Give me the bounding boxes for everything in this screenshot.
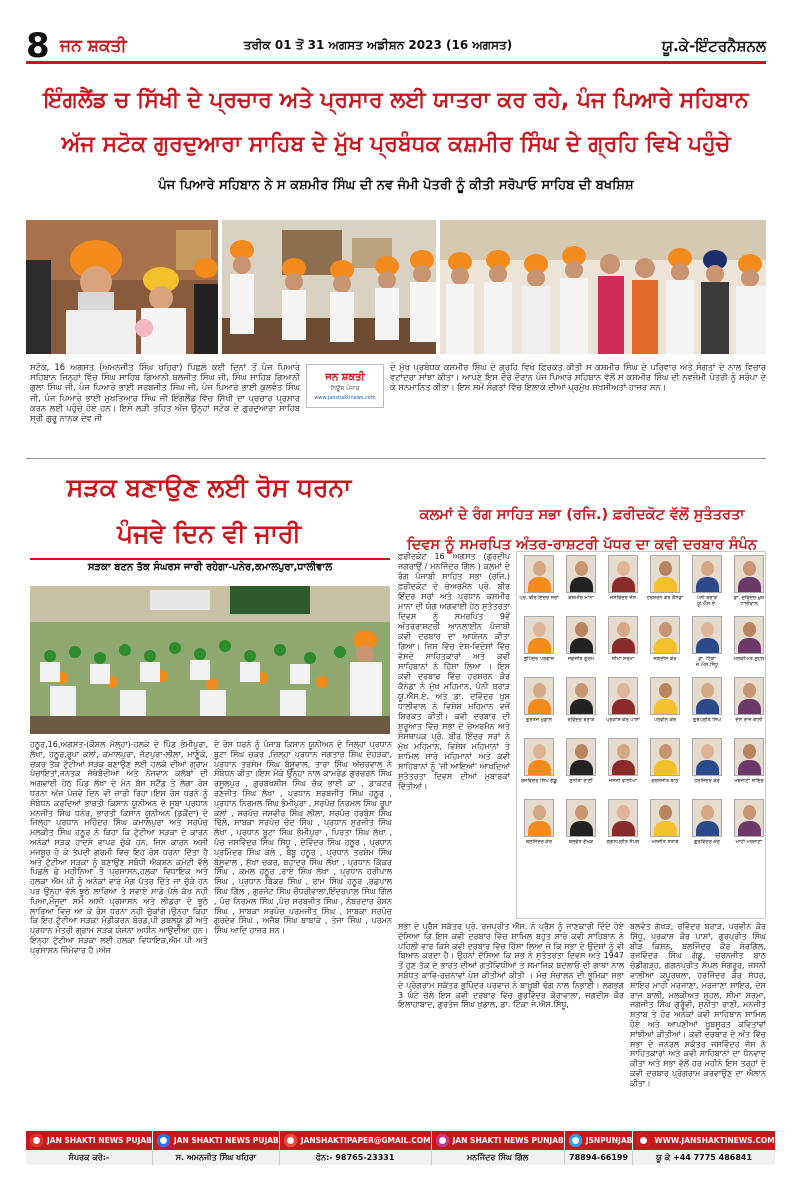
footer-social-text: JAN SHAKTI NEWS PUJAB [47,1136,152,1145]
instagram-icon [436,1134,449,1147]
photo-sangat-group [440,220,766,354]
main-headline [26,84,766,162]
poet-name: ਰਜਵਿੰਦਰ ਸਿੰਘ ਗੱਡੂ [520,778,558,784]
story3-body-col2: ਬਲਵੰਤ ਗੱਖੜ, ਰਵਿੰਦਰ ਬਰਾੜ, ਪਰਵੀਨ ਕੌਰ ਸਿੱਧੂ, ਪ੍ਰਕਾਸ਼ ਕੌਰ ਪਾਸ਼ਾਂ, ਗੁਰਪ੍ਰੀਤ ਸਿੰਘ ਬੀੜ ਕਿਸ਼ਨ, ਬਲਜਿੰਦਰ ਕੌਰ ਸ਼ੇਰਗਿੱਲ, ਰਜਵਿੰਦਰ ਸਿੰਘ ਗੱਡੂ, ਚਰਨਜੀਤ ਬਾਠ ਚੰਡੀਗੜ੍ਹ, ਗਗਨਪ੍ਰੀਤ ਸੱਪਲ ਸੰਗਰੂਰ, ਜਸਨੀ ਵਾਲੀਆ ਕਪੂਰਥਲਾ, ਹਰਜਿੰਦਰ ਕੌਰ ਸੱਧਰ, ਸ਼ਾਇਰ ਮਾਹੀ ਮਰਜਾਣਾ, ਮਰਜਾਣਾ ਸ਼ਾਇਰ, ਦੇਸ ਰਾਜ ਬਾਲੀ, ਮਲਕੀਅਤ ਸੁਹਲ, ਸੀਮਾ ਸ਼ਰਮਾ, ਜਗਜੀਤ ਸਿੰਘ ਗੁਰੂੰਵੀ, ਸੁਨੀਤਾ ਰਾਣੀ, ਮਨਜੀਤ ਸ਼ਤਾਬ ਤੇ ਹੋਰ ਅਨੇਕਾਂ ਕਵੀ ਸਾਹਿਬਾਨ ਸ਼ਾਮਿਲ ਹੋਏ ਅਤੇ ਆਪਣੀਆਂ ਖ਼ੂਬਸੂਰਤ ਕਵਿਤਾਵਾਂ ਸਾਂਝੀਆਂ ਕੀਤੀਆਂ। ਕਵੀ ਦਰਬਾਰ ਦੇ ਅੰਤ ਵਿੱਚ ਸਭਾ ਦੇ ਜਨਰਲ ਸਕੱਤਰ ਜਸਵਿੰਦਰ ਜੱਸ ਨੇ ਸਾਹਿਤਕਾਰਾਂ ਅਤੇ ਕਵੀ ਸਾਹਿਬਾਨਾਂ ਦਾ ਧੰਨਵਾਦ ਕੀਤਾ ਅਤੇ ਸਭਾ ਵੱਲੋਂ ਹਰ ਮਹੀਨੇ ਇਸ ਤਰ੍ਹਾਂ ਦੇ ਕਵੀ ਦਰਬਾਰ ਪ੍ਰੋਗਰਾਮ ਕਰਵਾਉਣ ਦਾ ਐਲਾਨ ਕੀਤਾ। [630,922,766,1088]
photo-panj-pyare-seated [222,220,436,354]
poets-photo-grid [516,551,766,919]
footer-contact-text: ਯੂ ਕੇ +44 7775 486841 [633,1150,774,1165]
footer-social-text: JSNPUNJAB [585,1136,633,1145]
footer-contact-item[interactable] [26,1131,153,1165]
poet-name: ਬਲਜਿੰਦਰ ਕੌਰ [526,839,552,845]
poet-card [561,555,601,616]
poet-photo [524,677,554,715]
poet-name: ਡਾ. ਦਵਿੰਦਰ ਖ਼ੁਸ਼ ਧਾਲੀਵਾਲ [733,595,765,607]
footer-social-text: WWW.JANSHAKTINEWS.COM [654,1136,775,1145]
footer-contact-text: ਮਨਜਿੰਦਰ ਸਿੰਘ ਗਿੱਲ [432,1150,565,1165]
story3-headline [396,502,768,558]
poet-name: ਰਵਿੰਦਰ ਬਰਾੜ [567,717,595,723]
poet-name: ਜਗਦੀਸ਼ ਕੌਰ [653,656,677,662]
poet-card [603,677,643,738]
footer-social-label [280,1131,432,1150]
poet-photo [608,677,638,715]
ad-logo-title: ਜਨ ਸ਼ਕਤੀ [325,371,365,383]
poet-card [603,799,643,860]
main-subhead: ਪੰਜ ਪਿਆਰੇ ਸਹਿਬਾਨ ਨੇ ਸ ਕਸ਼ਮੀਰ ਸਿੰਘ ਦੀ ਨਵ ਜੰਮੀ ਪੋਤਰੀ ਨੂੰ ਕੀਤੀ ਸਰੋਪਾਓ ਸਾਹਿਬ ਦੀ ਬਖਸ਼ਿਸ਼ [158,178,634,193]
section-name: ਯੂ.ਕੇ-ਇੰਟਰਨੈਸ਼ਨਲ [662,36,766,55]
poet-name: ਪ੍ਰੋ. ਬੀਰ ਇੰਦਰ ਸਰਾਂ [519,595,559,601]
poet-photo [692,738,722,776]
email-icon [284,1134,297,1147]
poet-photo [650,677,680,715]
poet-name: ਗਗਨਪ੍ਰੀਤ ਸੱਪਲ [606,839,640,845]
poet-photo [650,555,680,593]
story2-headline-line-1: ਸੜਕ ਬਣਾਉਣ ਲਈ ਰੋਸ ਧਰਨਾ [66,473,352,502]
poet-photo [524,616,554,654]
footer-social-label [565,1131,634,1150]
poet-name: ਪਰਵੀਨ ਕੌਰ [653,717,677,723]
ad-logo-subtitle: ਨਿਊਜ਼ ਪੰਜਾਬ [330,384,360,392]
poet-photo [650,799,680,837]
poet-card [561,616,601,677]
poet-name: ਹਰਸ਼ਰਨ ਕੌਰ ਕੈਨੇਡਾ [646,595,684,601]
poet-name: ਦੇਸ ਰਾਜ ਬਾਲੀ [735,717,763,723]
poet-card [519,738,559,799]
footer-social-label [153,1131,280,1150]
poet-name: ਜਗਜੀਤ ਗੁਰਮ [567,656,595,662]
photo-elder-with-baby [26,220,218,354]
youtube-icon [30,1134,43,1147]
logo-text: ਜਨ ਸ਼ਕਤੀ [60,35,127,56]
poet-card [729,555,769,616]
poet-name: ਗੁਰਤੇਜ ਖੁਡਾਲ [526,717,552,723]
footer-social-label [633,1131,774,1150]
story2-body-col2: ਦੇ ਰੋਸ ਧਰਨੇ ਨੂੰ ਪੰਜਾਬ ਕਿਸਾਨ ਯੂਨੀਅਨ ਦੇ ਜਿਲ੍ਹਾ ਪ੍ਰਧਾਨ ਬੂਟਾ ਸਿੰਘ ਚਕਰ ,ਜਿਲ੍ਹਾ ਪ੍ਰਧਾਨ ਜਗਤਾਰ ਸਿੰਘ ਦੇਹੜਕਾ, ਪ੍ਰਧਾਨ ਤਰਸੇਮ ਸਿੰਘ ਬੱਸੂਵਾਲ, ਤਾਰਾ ਸਿੰਘ ਅੱਚਰਵਾਲ ਨੇ ਸੰਬੋਧਨ ਕੀਤਾ।ਇਸ ਮੌਕੇ ਉਨ੍ਹਾ ਨਾਲ ਕਾਮਰੇਡ ਗੁਰਚਰਨ ਸਿੰਘ ਰਸੂਲਪੁਰ , ਗੁਰਬਖਸ਼ੀਸ ਸਿੰਘ ਚੱਕ ਭਾਈ ਕਾ , ਡਾਕਟਰ ਰਣਜੀਤ ਸਿੰਘ ਲੱਖਾ , ਪ੍ਰਧਾਨ ਸਰਬਜੀਤ ਸਿੰਘ ਹਠੂਰ , ਪ੍ਰਧਾਨ ਨਿਰਮਲ ਸਿੰਘ ਭੰਮੀਪੁਰਾ , ਸਰਪੰਚ ਨਿਰਮਲ ਸਿੰਘ ਰੂਪਾ ਕਲਾਂ , ਸਰਪੰਚ ਜਸਵੀਰ ਸਿੰਘ ਲੀਲਾ, ਸਰਪੰਚ ਹਰਬੰਸ ਸਿੰਘ ਢਿੱਲੋ, ਸਾਬਕਾ ਸਰਪੰਚ ਚੰਦ ਸਿੰਘ , ਪ੍ਰਧਾਨ ਸੁਰਜੀਤ ਸਿੰਘ ਲੱਖਾ , ਪ੍ਰਧਾਨ ਬੂਟਾ ਸਿੰਘ ਭੰਮੀਪੁਰਾ , ਪਿਰਤਾ ਸਿੰਘ ਲੱਖਾ , ਪੰਚ ਜਸਵਿੰਦਰ ਸਿੰਘ ਸਿੱਧੂ , ਦੇਵਿੰਦਰ ਸਿੰਘ ਹਠੂਰ , ਪ੍ਰਧਾਨ ਪ੍ਰਮਿੰਦਰ ਸਿੰਘ ਕਲੇ , ਬੱਬੂ ਹਠੂਰ , ਪ੍ਰਧਾਨ ਤਰਸੇਮ ਸਿੰਘ ਬੱਸੂਵਾਲ , ਸੁੱਖਾ ਚਕਰ, ਬਹਾਦਰ ਸਿੰਘ ਲੱਖਾ , ਪ੍ਰਧਾਨ ਕਿੱਕਰ ਸਿੰਘ , ਕਮਲ ਹਠੂਰ ,ਰਾਏ ਸਿੰਘ ਲੱਖਾ , ਪ੍ਰਧਾਨ ਹਰੀਪਾਲ ਸਿੰਘ , ਪ੍ਰਧਾਨ ਬਿੱਕਰ ਸਿੰਘ , ਰਾਮ ਸਿੰਘ ਹਠੂਰ ,ਰਛਪਾਲ ਸਿੰਘ ਗਿੱਲ , ਗੁਰਜੰਟ ਸਿੰਘ ਚੌਧਰੀਵਾਲਾ,ਇੰਦਰਪਾਲ ਸਿੰਘ ਗਿੱਲ , ਪੰਚ ਨਿਰਮਲ ਸਿੰਘ ,ਪੰਚ ਸਰਬਜੀਤ ਸਿੰਘ , ਨੰਬਰਦਾਰ ਰੋਸ਼ਨ ਸਿੰਘ , ਸਾਬਕਾ ਸਰਪੰਚ ਪਰਮਜੀਤ ਸਿੰਘ , ਸਾਬਕਾ ਸਰਪੰਚ ਗੁਰਦੇਵ ਸਿੰਘ , ਅਜੈਬ ਸਿੰਘ ਬਾਬਾਕੇ , ਤੇਜਾ ਸਿੰਘ , ਪਰਮਨ ਸਿੰਘ ਆਦਿ ਹਾਜ਼ਰ ਸਨ। [214,740,392,936]
poet-photo [734,738,764,776]
poet-photo [608,738,638,776]
poet-name: ਜਸਵਿੰਦਰ ਜੱਸ [610,595,636,601]
poet-card [687,616,727,677]
poet-card [561,799,601,860]
poet-card [687,555,727,616]
story3-body-col1-cont: ਸਭਾ ਦੇ ਪ੍ਰੈੱਸ ਸਕੱਤਰ ਪ੍ਰੋ. ਰਜਪ੍ਰੀਤ ਐੱਸ. ਨੇ ਪ੍ਰੈਸ ਨੂੰ ਜਾਣਕਾਰੀ ਦਿੰਦੇ ਹੋਏ ਦੱਸਿਆ ਕਿ ਇਸ ਕਵੀ ਦਰਬਾਰ ਵਿੱਚ ਸ਼ਾਮਿਲ ਬਹੁਤ ਸਾਰੇ ਕਵੀ ਸਾਹਿਬਾਨ ਨੇ ਪਹਿਲੀ ਵਾਰ ਕਿਸੇ ਕਵੀ ਦਰਬਾਰ ਵਿੱਚ ਹਿੱਸਾ ਲਿਆ ਜੋ ਕਿ ਸਭਾ ਦੇ ਉਦੇਸ਼ਾਂ ਨੂੰ ਵੀ ਬਿਆਨ ਕਰਦਾ ਹੈ। ਉਹਨਾਂ ਦੱਸਿਆ ਕਿ ਸਭ ਨੇ ਸੁਤੰਤਰਤਾ ਦਿਵਸ ਅਤੇ 1947 ਤੋਂ ਹੁਣ ਤੱਕ ਦੇ ਭਾਰਤ ਦੀਆਂ ਗਤੀਵਿਧੀਆਂ ਤੇ ਸਮਾਜਿਕ ਬਦਲਾਓ ਦੀ ਗਾਥਾ ਨਾਲ ਸਬੰਧਤ ਕਾਵਿ-ਰਚਨਾਵਾਂ ਪੇਸ਼ ਕੀਤੀਆਂ ਕੀਤੀ । ਮੰਚ ਸੰਚਾਲਨ ਦੀ ਭੂਮਿਕਾ ਸਭਾ ਦੇ ਪ੍ਰੋਗਰਾਮ ਸਕੱਤਰ ਭੁਪਿੰਦਰ ਪਰਵਾਜ਼ ਨੇ ਬਾਖ਼ੂਬੀ ਢੰਗ ਨਾਲ ਨਿਭਾਈ। ਲਗਭਗ 3 ਘੰਟੇ ਚੱਲੇ ਇਸ ਕਵੀ ਦਰਬਾਰ ਵਿੱਚ ਗੁਰਵਿੰਦਰ ਕੌਰਾਵਾਲਾ, ਜਗਦੀਸ਼ ਕੌਰ ਇਲਾਹਾਬਾਦ, ਗੁਰਤੇਜ ਸਿੰਘ ਖੁਡਾਲ, ਡਾ. ਟਿੰਕਾ ਜੇ.ਐਸ.ਸਿੱਧੂ, [398,922,624,1010]
poet-photo [524,799,554,837]
newspaper-logo [60,36,160,56]
facebook-icon [157,1134,170,1147]
footer-contact-text: 78894-66199 [565,1150,634,1165]
poet-name: ਗੁਰਵਿੰਦਰ ਕੌਰ [694,839,720,845]
masthead [26,25,766,66]
poet-card [729,738,769,799]
poet-card [729,616,769,677]
poet-card [645,677,685,738]
footer-social-label [26,1131,153,1150]
poet-photo [566,738,596,776]
poet-card [729,799,769,860]
poet-photo [650,616,680,654]
poet-photo [734,677,764,715]
poet-photo [608,799,638,837]
poet-photo [650,738,680,776]
poet-card [519,616,559,677]
poet-card [603,555,643,616]
footer-social-text: JAN SHAKTI NEWS PUJAB [173,1136,279,1145]
poet-card [645,555,685,616]
poet-card [603,738,643,799]
poet-name: ਮਲਕੀਅਤ ਸੁਹਲ [733,656,765,662]
poet-photo [566,616,596,654]
story2-headline-line-2: ਪੰਜਵੇ ਦਿਨ ਵੀ ਜਾਰੀ [116,519,302,548]
headline-line-2: ਅੱਜ ਸਟੋਕ ਗੁਰਦੁਆਰਾ ਸਾਹਿਬ ਦੇ ਮੁੱਖ ਪ੍ਰਬੰਧਕ ਕਸ਼ਮੀਰ ਸਿੰਘ ਦੇ ਗ੍ਰਹਿ ਵਿਖੇ ਪਹੁੰਚੇ [61,132,731,157]
poet-card [645,616,685,677]
poet-photo [524,555,554,593]
poet-name: ਮਨਜੀਤ ਸ਼ਤਾਬ [651,839,679,845]
footer-contact-text: ਸ. ਅਮਨਜੀਤ ਸਿੰਘ ਖਹਿਰਾ [153,1150,280,1165]
poet-card [519,555,559,616]
poet-photo [692,555,722,593]
section-divider [26,458,766,459]
footer-contact-text: ਸੰਪਰਕ ਕਰੋ:- [26,1150,153,1165]
poet-name: ਸੀਮਾ ਸ਼ਰਮਾ [611,656,635,662]
story3-headline-line-1: ਕਲਮਾਂ ਦੇ ਰੰਗ ਸਾਹਿਤ ਸਭਾ (ਰਜਿ.) ਫ਼ਰੀਦਕੋਟ ਵੱਲੋਂ ਸੁਤੰਤਰਤਾ [419,507,745,523]
photo-protest-dharna [30,586,390,734]
footer-contact-item[interactable] [153,1131,280,1165]
poet-name: ਬਲਵੰਤ ਗੱਖੜ [568,839,594,845]
story1-body-left: ਸਟੋਕ, 16 ਅਗਸਤ (ਅਮਨਜੀਤ ਸਿੰਘ ਖਹਿਰਾ) ਪਿਛਲੇ ਕਈ ਦਿਨਾਂ ਤੋਂ ਪੰਜ ਪਿਆਰੇ ਸਹਿਬਾਨ ਜਿਨ੍ਹਾਂ ਵਿੱਚ ਸਿੰਘ ਸਾਹਿਬ ਗਿਆਨੀ ਬਲਜੀਤ ਸਿੰਘ ਜੀ, ਸਿੰਘ ਸਾਹਿਬ ਗਿਆਨੀ ਗੁਲਾ ਸਿੰਘ ਜੀ, ਪੰਜ ਪਿਆਰੇ ਭਾਈ ਸਰਬਜੀਤ ਸਿੰਘ ਜੀ, ਪੰਜ ਪਿਆਰੇ ਭਾਈ ਕੁਲਵੰਤ ਸਿੰਘ ਜੀ, ਪੰਜ ਪਿਆਰੇ ਭਾਈ ਮੁਖਤਿਆਰ ਸਿੰਘ ਜੀ ਇੰਗਲੈਂਡ ਵਿੱਚ ਸਿੱਖੀ ਦਾ ਪ੍ਰਚਾਰ ਪ੍ਰਸਾਰ ਕਰਨ ਲਈ ਪਹੁੰਚੇ ਹੋਏ ਹਨ। ਇਸੇ ਲੜੀ ਤਹਿਤ ਅੱਜ ਉਨ੍ਹਾਂ ਸਟੋਕ ਦੇ ਗੁਰਦੁਆਰਾ ਸਾਹਿਬ ਸ੍ਰੀ ਗੁਰੂ ਨਾਨਕ ਦੇਵ ਜੀ [30,362,300,424]
poet-photo [608,616,638,654]
poet-name: ਕਸ਼ਮੀਰ ਮਾਨਾ [568,595,594,601]
website-icon [637,1134,650,1147]
headline-line-1: ਇੰਗਲੈਂਡ ਚ ਸਿੱਖੀ ਦੇ ਪ੍ਰਚਾਰ ਅਤੇ ਪ੍ਰਸਾਰ ਲਈ ਯਾਤਰਾ ਕਰ ਰਹੇ, ਪੰਜ ਪਿਆਰੇ ਸਹਿਬਾਨ [43,88,749,113]
poet-photo [734,799,764,837]
poet-photo [608,555,638,593]
footer-social-text: JAN SHAKTI NEWS PUNJAB [452,1136,564,1145]
footer-contact-item[interactable] [565,1131,634,1165]
poet-name: ਸੁਨੀਤਾ ਰਾਣੀ [569,778,593,784]
poet-photo [566,677,596,715]
poet-card [729,677,769,738]
poet-photo [692,616,722,654]
poet-name: ਚਰਨਜੀਤ ਬਾਠ [651,778,679,784]
poet-card [561,677,601,738]
ad-logo-url: www.janshaktinews.com [314,394,376,401]
page-number: 8 [26,25,50,66]
story2-body-col1: ਹਠੂਰ,16,ਅਗਸਤ-(ਕੌਸ਼ਲ ਮੱਲ੍ਹਾ)-ਹਲਕੇ ਦੇ ਪਿੰਡ ਭੰਮੀਪੁਰਾ, ਲੱਖਾ, ਹਠੂਰ,ਰੂਪਾ ਕਲਾਂ, ਕਮਾਲਪੁਰਾ, ਜੱਟਪੁਰਾ-ਲੀਲਾ, ਮਾਣੂੰਕੇ, ਚਕਰ ਤੱਕ ਟੁੱਟੀਆਂ ਸੜਕ ਬਣਾਉਣ ਲਈ ਹਲਕੇ ਦੀਆਂ ਗ੍ਰਾਮ ਪੰਚਾਇਤਾਂ,ਜਨਤਕ ਜੱਥੇਬੰਦੀਆਂ ਅਤੇ ਨੌਜਵਾਨ ਕਲੱਬਾਂ ਦੀ ਅਗਵਾਈ ਹੇਠ ਪਿੰਡ ਲੱਖਾ ਦੇ ਮੇਨ ਬੱਸ ਸਟੈਂਡ ਤੇ ਲੱਗਾ ਰੋਸ ਧਰਨਾ ਅੱਜ ਪੰਜਵੇ ਦਿਨ ਵੀ ਜਾਰੀ ਰਿਹਾ।ਇਸ ਰੋਸ ਧਰਨੇ ਨੂੰ ਸੰਬੋਧਨ ਕਰਦਿਆਂ ਭਾਰਤੀ ਕਿਸਾਨ ਯੂਨੀਅਨ ਦੇ ਸੂਬਾ ਪ੍ਰਧਾਨ ਮਨਜੀਤ ਸਿੰਘ ਧਨੇਰ, ਭਾਰਤੀ ਕਿਸਾਨ ਯੂਨੀਅਨ (ਡਕੌਂਦਾ) ਦੇ ਜਿਲ੍ਹਾ ਪ੍ਰਧਾਨ ਮਹਿੰਦਰ ਸਿੰਘ ਕਮਾਲਪੁਰਾ ਅਤੇ ਸਰਪੰਚ ਮਲਕੀਤ ਸਿੰਘ ਹਠੂਰ ਨੇ ਕਿਹਾ ਕਿ ਟੁੱਟੀਆ ਸੜਕਾ ਦੇ ਕਾਰਨ ਅਨੇਕਾਂ ਸੜਕ ਹਾਦਸੇ ਵਾਪਰ ਚੁੱਕੇ ਹਨ, ਜਿਸ ਕਾਰਨ ਅਸੀ ਮਜਬੂਰ ਹੋ ਕੇ ਤੱਪਦੀ ਗਰਮੀ ਵਿਚ ਇਹ ਰੋਸ ਧਰਨਾ ਦਿੱਤਾ ਹੈ ਅਤੇ ਟੁੱਟੀਆ ਸੜਕਾ ਨੂੰ ਬਣਾਉਣ ਸਬੰਧੀ ਐਕਸ਼ਨ ਕਮੇਟੀ ਵੱਲੋ ਪਿਛਲੇ ਛੇ ਮਹੀਨਿਆ ਤੋ ਪ੍ਰਸਾਸਨ,ਹਲਕਾ ਵਿਧਾਇਕ ਅਤੇ ਹਲਕਾ ਐਮ ਪੀ ਨੂੰ ਅਨੇਕਾਂ ਵਾਰ ਮੰਗ ਪੱਤਰ ਦਿੱਤੇ ਜਾ ਚੁੱਕੇ ਹਨ ਪਰ ਉਨ੍ਹਾ ਵੱਲੋ ਝੂਠੇ ਲਾਰਿਆ ਤੋ ਸਵਾਏ ਸਾਡੇ ਪੱਲੇ ਕੱਖ ਨਹੀ ਪਿਆ,ਮੌਜੂਦਾ ਸਮੇਂ ਅਸੀ ਪ੍ਰਸਾਸਨ ਅਤੇ ਲੀਡਰਾ ਦੇ ਝੂਠੇ ਲਾਰਿਆ ਵਿਚ ਆ ਕੇ ਰੋਸ ਧਰਨਾ ਨਹੀ ਚੁੱਕਾਂਗੇ।ਉਨ੍ਹਾ ਕਿਹਾ ਕਿ ਇਹ ਟੁੱਟੀਆ ਸੜਕਾ ਮੰਡੀਕਰਨ ਬੋਰਡ,ਪੀ ਡਬਲਯੂ ਡੀ ਅਤੇ ਪ੍ਰਧਾਨ ਮੰਤਰੀ ਗ੍ਰਾਮ ਸੜਕ ਯੋਜਨਾ ਅਧੀਨ ਆਉਦੀਆ ਹਨ।ਇਨ੍ਹਾ ਟੁੱਟੀਆ ਸੜਕਾ ਲਈ ਹਲਕਾ ਵਿਧਾਇਕ,ਐਮ ਪੀ ਅਤੇ ਪ੍ਰਸਾਸਨ ਜਿੰਮੇਵਾਰ ਹੈ।ਅੱਜ [30,740,208,955]
footer-contact-item[interactable] [633,1131,774,1165]
poet-card [645,738,685,799]
poet-name: ਹਰਜਿੰਦਰ ਕੌਰ [694,778,720,784]
poet-card [687,799,727,860]
footer-contact-item[interactable] [432,1131,565,1165]
poet-photo [566,555,596,593]
poet-card [519,799,559,860]
footer-contact-item[interactable] [280,1131,432,1165]
poet-card [645,799,685,860]
jan-shakti-ad-logo [306,364,384,408]
footer-contact-text: ਫੋਨ:- 98765-23331 [280,1150,432,1165]
poet-name: ਪੰਨੀ ਬਰਾੜ ਯੂ.ਐੱਸ.ਏ. [696,595,718,607]
dateline: ਤਰੀਕ 01 ਤੋਂ 31 ਅਗਸਤ ਅਡੀਸ਼ਨ 2023 (16 ਅਗਸਤ) [243,38,513,52]
story3-headline-line-2: ਦਿਵਸ ਨੂੰ ਸਮਰਪਿਤ ਅੰਤਰ-ਰਾਸ਼ਟਰੀ ਪੱਧਰ ਦਾ ਕਵੀ ਦਰਬਾਰ ਸੰਪੰਨ [407,537,757,553]
story2-subhead: ਸੜਕਾ ਬਣਨ ਤੱਕ ਸੰਘਰਸ ਜਾਰੀ ਰਹੇਗਾ-ਪਨੇਰ,ਕਮਾਲਪੁਰਾ,ਧਾਲੀਵਾਲ [30,558,390,573]
poet-card [561,738,601,799]
twitter-icon [569,1134,582,1147]
poet-name: ਜਸਨੀ ਵਾਲੀਆ [609,778,637,784]
poet-name: ਪ੍ਰਕਾਸ਼ ਕੌਰ ਪਾਸ਼ਾਂ [606,717,640,723]
poet-photo [692,799,722,837]
story2-headline [34,468,384,554]
poet-name: ਗੁਰਪ੍ਰੀਤ ਸਿੰਘ [693,717,721,723]
footer-contact-bar [26,1131,775,1165]
poet-name: ਮਾਹੀ ਮਰਜਾਣਾ [735,839,763,845]
poet-name: ਭੁਪਿੰਦਰ ਪਰਵਾਜ਼ [523,656,555,662]
poet-name: ਮਰਜਾਣਾ ਸ਼ਾਇਰ [734,778,764,784]
poet-photo [566,799,596,837]
story3-body-col1: ਫ਼ਰੀਦਕੋਟ 16 ਅਗਸਤ (ਗੁਰਦੀਪ ਜਗਰਾਉਂ / ਮਨਜਿੰਦਰ ਗਿੱਲ ) ਕਲਮਾਂ ਦੇ ਰੰਗ ਪੰਜਾਬੀ ਸਾਹਿਤ ਸਭਾ (ਰਜਿ.) ਫ਼ਰੀਦਕੋਟ ਦੇ ਚੇਅਰਮੈਨ ਪ੍ਰੋ. ਬੀਰ ਇੰਦਰ ਸਰਾਂ ਅਤੇ ਪ੍ਰਧਾਨ ਕਸ਼ਮੀਰ ਮਾਨਾ ਦੀ ਯੋਗ ਅਗਵਾਈ ਹੇਠ ਸੁਤੰਤਰਤਾ ਦਿਵਸ ਨੂੰ ਸਮਰਪਿਤ 9ਵੇਂ ਅੰਤਰਰਾਸ਼ਟਰੀ ਆਨਲਾਈਨ ਪੰਜਾਬੀ ਕਵੀ ਦਰਬਾਰ ਦਾ ਆਯੋਜਨ ਕੀਤਾ ਗਿਆ। ਜਿਸ ਵਿੱਚ ਦੇਸ਼-ਵਿਦੇਸ਼ਾਂ ਵਿੱਚ ਵੱਸਦੇ ਸਾਹਿਤਕਾਰਾਂ ਅਤੇ ਕਵੀ ਸਾਹਿਬਾਨਾਂ ਨੇ ਹਿੱਸਾ ਲਿਆ । ਇਸ ਕਵੀ ਦਰਬਾਰ ਵਿੱਚ ਹਰਸ਼ਰਨ ਕੌਰ ਕੈਨੇਡਾ ਨੇ ਮੁੱਖ ਮਹਿਮਾਨ, ਪੰਨੀ ਬਰਾੜ ਯੂ.ਐੱਸ.ਏ. ਅਤੇ ਡਾ. ਦਵਿੰਦਰ ਖ਼ੁਸ਼ ਧਾਲੀਵਾਲ ਨੇ ਵਿਸ਼ੇਸ਼ ਮਹਿਮਾਨ ਵਜੋਂ ਸ਼ਿਰਕਤ ਕੀਤੀ। ਕਵੀ ਦਰਬਾਰ ਦੀ ਸ਼ੁਰੂਆਤ ਵਿੱਚ ਸਭਾ ਦੇ ਚੇਅਰਮੈਨ ਅਤੇ ਸੰਸਥਾਪਕ ਪ੍ਰੋ. ਬੀਰ ਇੰਦਰ ਸਰਾਂ ਨੇ ਮੁੱਖ ਮਹਿਮਾਨ, ਵਿਸ਼ੇਸ਼ ਮਹਿਮਾਨਾਂ ਤੇ ਸ਼ਾਮਿਲ ਸਾਰੇ ਮਹਿਮਾਨਾਂ ਅਤੇ ਕਵੀ ਸਾਹਿਬਾਨਾਂ ਨੂੰ 'ਜੀ ਆਇਆਂ' ਆਖਦਿਆਂ ਸੁਤੰਤਰਤਾ ਦਿਵਸ ਦੀਆਂ ਮੁਬਾਰਕਾਂ ਦਿੱਤੀਆਂ। [398,552,510,791]
poet-card [603,616,643,677]
poet-photo [524,738,554,776]
poet-photo [692,677,722,715]
poet-photo [734,616,764,654]
poet-card [519,677,559,738]
poet-name: ਡਾ. ਟਿੰਕਾ ਜੇ.ਐਸ.ਸਿੱਧੂ [695,656,719,668]
poet-card [687,677,727,738]
footer-social-label [432,1131,565,1150]
poet-card [687,738,727,799]
footer-social-text: JANSHAKTIPAPER@GMAIL.COM [300,1136,431,1145]
poet-photo [734,555,764,593]
story1-body-right: ਦੇ ਮੁੱਖ ਪ੍ਰਬੰਧਕ ਕਸ਼ਮੀਰ ਸਿੰਘ ਦੇ ਗ੍ਰਹਿ ਵਿਖੇ ਫ਼ਿਰਕਤ ਕੀਤੀ ਸ ਕਸ਼ਮੀਰ ਸਿੰਘ ਦੇ ਪਰਿਵਾਰ ਅਤੇ ਸੰਗਤਾਂ ਦੇ ਨਾਲ ਵਿਚਾਰ ਵਟਾਂਦਰਾ ਸਾਂਝਾ ਕੀਤਾ। ਆਪਣੇ ਇਸ ਦੌਰੇ ਦੌਰਾਨ ਪੰਜ ਪਿਆਰੇ ਸਹਿਬਾਨ ਵੱਲੋਂ ਸ ਕਸ਼ਮੀਰ ਸਿੰਘ ਦੀ ਨਵਜੰਮੀ ਪੋਤਰੀ ਨੂੰ ਸਰੋਪਾ ਦੇ ਕੇ ਸਨਮਾਨਿਤ ਕੀਤਾ। ਇਸ ਸਮੇਂ ਸੰਗਤਾਂ ਵਿੱਚ ਇਲਾਕੇ ਦੀਆਂ ਪ੍ਰਮੁੱਖ ਸ਼ਖ਼ਸੀਅਤਾਂ ਹਾਜ਼ਰ ਸਨ। [390,362,766,393]
